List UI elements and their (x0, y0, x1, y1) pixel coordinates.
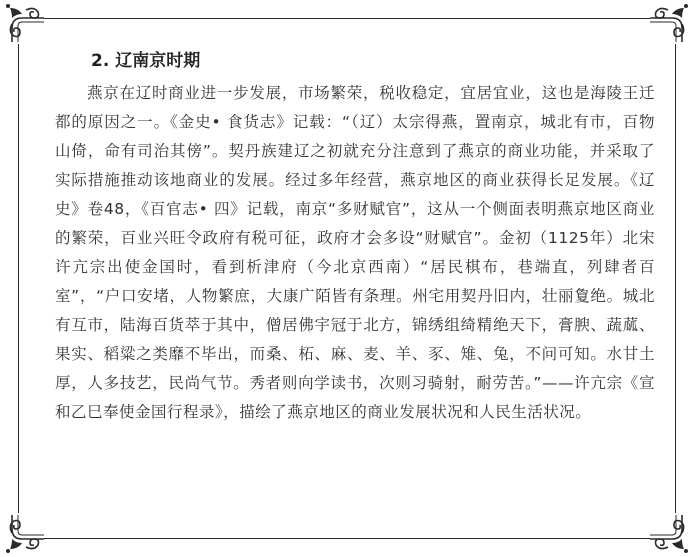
corner-ornament-top-right (646, 2, 690, 46)
section-paragraph: 燕京在辽时商业进一步发展，市场繁荣，税收稳定，宜居宜业，这也是海陵王迁都的原因之一。《金史• 食货志》记载：“（辽）太宗得燕，置南京，城北有市，百物山倚，命有司治其傍”。契丹族建辽之初就充分注意到了燕京的商业功能，并采取了实际措施推动该地商业的发展。经过多年经营，燕京地区的商业获得长足发展。《辽史》卷48，《百官志• 四》记载，南京“多财赋官”，这从一个侧面表明燕京地区商业的繁荣，百业兴旺令政府有税可征，政府才会多设“财赋官”。金初（1125年）北宋许亢宗出使金国时，看到析津府（今北京西南）“居民棋布，巷端直，列肆者百室”，“户口安堵，人物繁庶，大康广陌皆有条理。州宅用契丹旧内，壮丽夐绝。城北有互市，陆海百货萃于其中，僧居佛宇冠于北方，锦绣组绮精绝天下，膏腴、蔬蓏、果实、稻粱之类靡不毕出，而桑、柘、麻、麦、羊、豕、雉、兔，不问可知。水甘土厚，人多技艺，民尚气节。秀者则向学读书，次则习骑射，耐劳苦。”——许亢宗《宣和乙巳奉使金国行程录》，描绘了燕京地区的商业发展状况和人民生活状况。 (55, 84, 655, 421)
frame-border-left (18, 44, 19, 513)
frame-border-top (44, 18, 650, 19)
corner-ornament-bottom-right (646, 511, 690, 555)
frame-border-bottom (44, 538, 650, 539)
corner-ornament-top-left (4, 2, 48, 46)
frame-border-right (675, 44, 676, 513)
article-content (55, 47, 655, 427)
corner-ornament-bottom-left (4, 511, 48, 555)
section-heading: 2. 辽南京时期 (91, 51, 201, 71)
